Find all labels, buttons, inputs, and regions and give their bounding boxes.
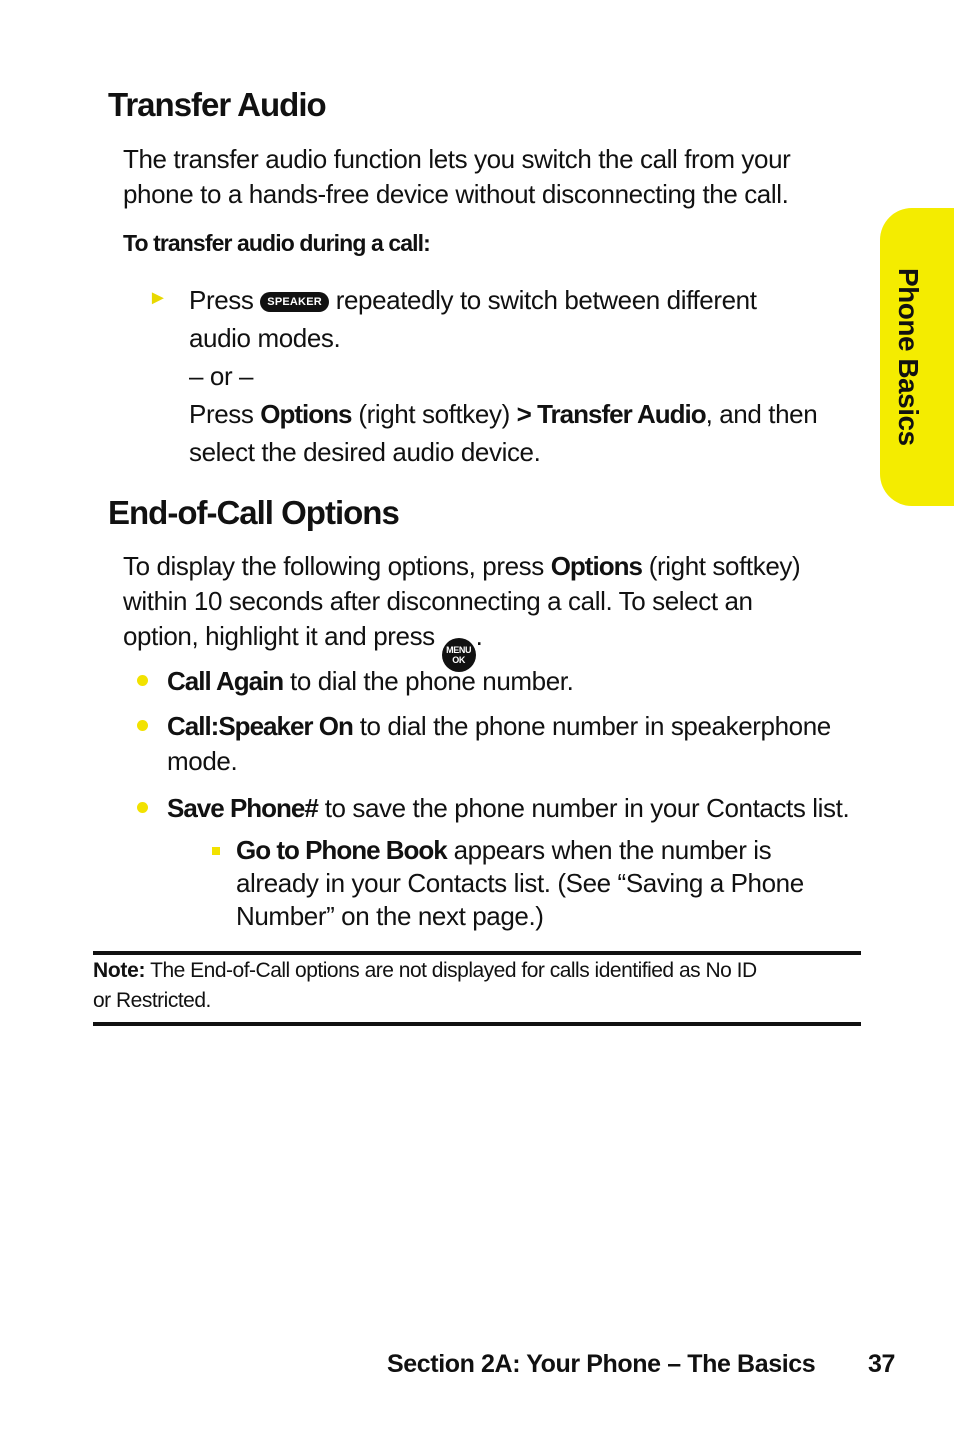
- side-tab-label: Phone Basics: [893, 268, 924, 446]
- section-side-tab: [880, 208, 954, 506]
- sub-item-desc-3: Number” on the next page.): [236, 901, 544, 931]
- step-press-text: Press: [189, 285, 254, 315]
- note: [93, 956, 861, 1016]
- item-label: Call:Speaker On: [167, 711, 353, 741]
- transfer-intro-line-2: phone to a hands-free device without disconnecting the call.: [123, 179, 789, 209]
- transfer-audio-heading: Transfer Audio: [108, 86, 326, 123]
- step-line-1-text: repeatedly to switch between different: [335, 285, 757, 315]
- eoc-intro-1b: (right softkey): [648, 551, 801, 581]
- speaker-key-icon: SPEAKER: [260, 292, 329, 312]
- bullet-icon: [137, 675, 148, 686]
- step-2-end: , and then: [705, 399, 818, 429]
- step-2-softkey: (right softkey): [358, 399, 510, 429]
- sub-item-desc-1: appears when the number is: [453, 835, 772, 865]
- step-line-4: select the desired audio device.: [189, 437, 541, 467]
- sub-item-label: Go to Phone Book: [236, 835, 447, 865]
- item-desc: to dial the phone number.: [290, 666, 574, 696]
- page-number: 37: [868, 1350, 896, 1378]
- step-2-options: Options: [260, 399, 352, 429]
- note-text-1: The End-of-Call options are not displayed for calls identified as No ID: [150, 959, 757, 982]
- eoc-intro-line-1: [123, 549, 873, 584]
- menu-key-bottom: OK: [452, 655, 465, 665]
- item-desc: to save the phone number in your Contacts list.: [324, 793, 850, 823]
- transfer-intro: [123, 142, 863, 212]
- item-desc-2: mode.: [167, 746, 238, 776]
- step-line-2: audio modes.: [189, 323, 341, 353]
- menu-key-top: MENU: [446, 645, 472, 655]
- item-label: Call Again: [167, 666, 284, 696]
- sub-item-desc-2: already in your Contacts list. (See “Saving a Phone: [236, 868, 804, 898]
- list-item-save-phone: [167, 791, 887, 826]
- item-label: Save Phone#: [167, 793, 318, 823]
- eoc-intro-options: Options: [550, 551, 642, 581]
- eoc-intro-line-2: within 10 seconds after disconnecting a call. To select an: [123, 586, 753, 616]
- eoc-heading: End-of-Call Options: [108, 494, 399, 531]
- list-item-call-again: [167, 664, 867, 699]
- transfer-step: [189, 281, 869, 471]
- note-text-2: or Restricted.: [93, 989, 211, 1012]
- sub-bullet-icon: [212, 847, 220, 855]
- step-2-press: Press: [189, 399, 254, 429]
- step-2-path: > Transfer Audio: [516, 399, 706, 429]
- list-item-call-speaker: [167, 709, 867, 779]
- eoc-intro-3: option, highlight it and press: [123, 621, 435, 651]
- eoc-intro: [123, 549, 873, 672]
- sub-item-go-to-phone-book: [236, 834, 876, 933]
- bullet-icon: [137, 802, 148, 813]
- step-arrow-icon: ►: [148, 287, 168, 309]
- transfer-subheading: To transfer audio during a call:: [123, 230, 430, 256]
- footer-section: Section 2A: Your Phone – The Basics: [387, 1350, 816, 1378]
- note-top-rule: [93, 951, 861, 955]
- step-line-1: [189, 281, 869, 319]
- item-desc: to dial the phone number in speakerphone: [359, 711, 831, 741]
- bullet-icon: [137, 720, 148, 731]
- note-label: Note:: [93, 959, 146, 982]
- step-line-3: [189, 395, 869, 433]
- eoc-intro-1a: To display the following options, press: [123, 551, 544, 581]
- eoc-intro-3-end: .: [475, 621, 483, 651]
- transfer-intro-line-1: The transfer audio function lets you switch the call from your: [123, 144, 791, 174]
- step-or: – or –: [189, 361, 254, 391]
- note-bottom-rule: [93, 1022, 861, 1026]
